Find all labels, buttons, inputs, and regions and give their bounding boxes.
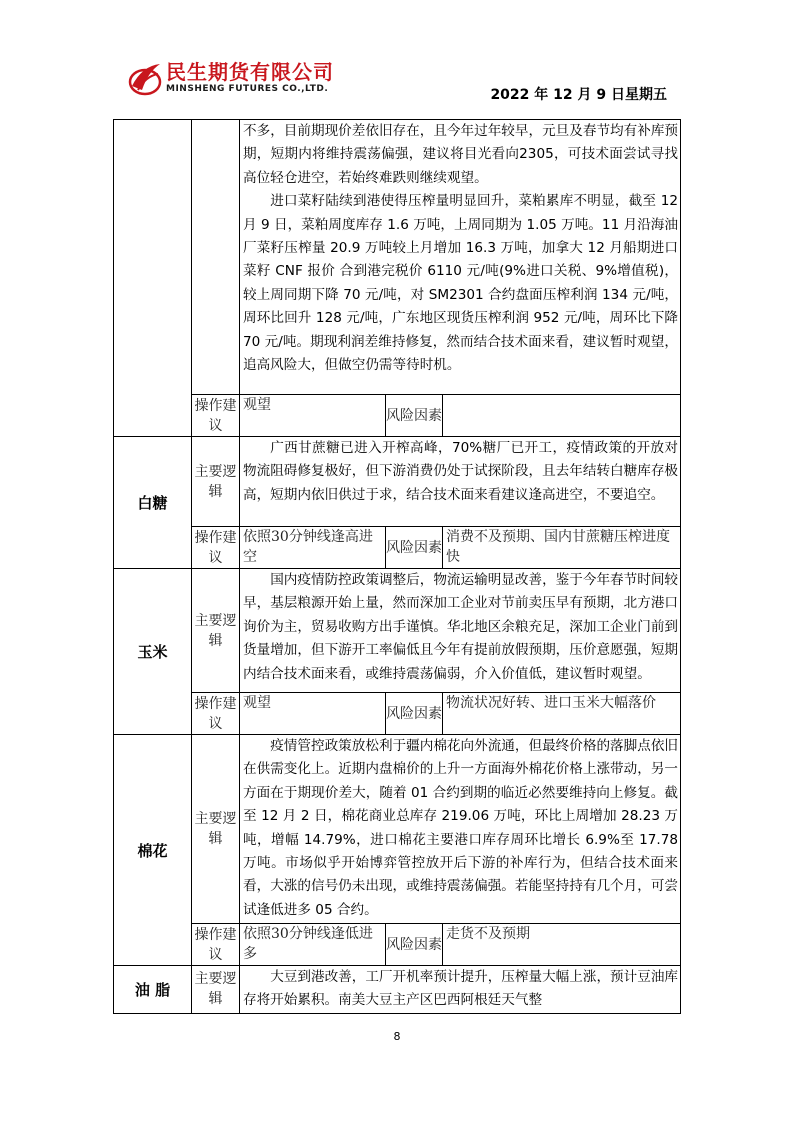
operation-label: 操作建议 (192, 395, 240, 437)
main-logic-label: 主要逻辑 (192, 437, 240, 527)
table-row-cotton (114, 735, 681, 924)
operation-label: 操作建议 (192, 527, 240, 569)
table-row-continuation (114, 120, 681, 395)
main-logic-label: 主要逻辑 (192, 735, 240, 924)
main-logic-text (240, 966, 681, 1014)
risk-label: 风险因素 (386, 527, 443, 569)
table-row-operation (114, 693, 681, 735)
table-row-corn (114, 569, 681, 693)
operation-label: 操作建议 (192, 693, 240, 735)
category-cotton: 棉花 (114, 735, 192, 966)
table-row-operation (114, 395, 681, 437)
table-row-oils (114, 966, 681, 1014)
table-row-operation (114, 527, 681, 569)
risk-value (443, 395, 681, 437)
main-logic-text (240, 735, 681, 924)
company-logo (128, 56, 368, 104)
page-number: 8 (393, 1030, 401, 1043)
logic-paragraph: 不多，目前期现价差依旧存在，且今年过年较早，元旦及春节均有补库预期，短期内将维持震荡偏强，建议将目光看向2305，可技术面尝试寻找高位轻仓进空，若始终难跌则继续观望。 (243, 123, 679, 186)
company-name-en: MINSHENG FUTURES CO.,LTD. (166, 84, 329, 94)
risk-value: 物流状况好转、进口玉米大幅落价 (443, 693, 681, 735)
logic-paragraph: 广西甘蔗糖已进入开榨高峰，70%糖厂已开工，疫情政策的开放对物流阻碍修复极好，但下游消费仍处于试探阶段，且去年结转白糖库存极高，短期内依旧供过于求，结合技术面来看建议逢高进空，不要追空。 (243, 440, 679, 503)
main-logic-label-cell-empty (192, 120, 240, 395)
risk-label: 风险因素 (386, 693, 443, 735)
table-row-sugar (114, 437, 681, 527)
minsheng-logo-icon (128, 56, 162, 100)
operation-value: 依照30分钟线逢高进空 (240, 527, 386, 569)
main-logic-text (240, 120, 681, 395)
category-sugar: 白糖 (114, 437, 192, 569)
risk-value: 消费不及预期、国内甘蔗糖压榨进度快 (443, 527, 681, 569)
report-date: 2022 年 12 月 9 日星期五 (490, 87, 667, 103)
operation-value: 观望 (240, 395, 386, 437)
operation-label: 操作建议 (192, 924, 240, 966)
risk-label: 风险因素 (386, 395, 443, 437)
main-logic-text (240, 569, 681, 693)
category-cell-empty (114, 120, 192, 437)
main-logic-label: 主要逻辑 (192, 966, 240, 1014)
table-row-operation (114, 924, 681, 966)
company-name-cn: 民生期货有限公司 (166, 60, 334, 84)
main-logic-label: 主要逻辑 (192, 569, 240, 693)
logic-paragraph: 疫情管控政策放松利于疆内棉花向外流通，但最终价格的落脚点依旧在供需变化上。近期内盘棉价的上升一方面海外棉花价格上涨带动，另一方面在于期现价差大，随着 01 合约到期的临近必然要维持向上修复。截至 12 月 2 日，棉花商业总库存 219.06 万吨，环比上周增加 28.23 万吨，增幅 14.79%，进口棉花主要港口库存周环比增长 6.9%至 17.78 万吨。市场似乎开始博弈管控放开后下游的补库行为，但结合技术面来看，大涨的信号仍未出现，或维持震荡偏强。若能坚持持有几个月，可尝试逢低进多 05 合约。 (243, 738, 679, 918)
logic-paragraph: 进口菜籽陆续到港使得压榨量明显回升，菜粕累库不明显，截至 12 月 9 日，菜粕周度库存 1.6 万吨，上周同期为 1.05 万吨。11 月沿海油厂菜籽压榨量 20.9 万吨较上月增加 16.3 万吨，加拿大 12 月船期进口菜籽 CNF 报价 合到港完税价 6110 元/吨(9%进口关税、9%增值税)，较上周同期下降 70 元/吨，对 SM2301 合约盘面压榨利润 134 元/吨，周环比回升 128 元/吨，广东地区现货压榨利润 952 元/吨，周环比下降 70 元/吨。期现利润差维持修复，然而结合技术面来看，建议暂时观望，追高风险大，但做空仍需等待时机。 (243, 193, 679, 374)
logic-paragraph: 国内疫情防控政策调整后，物流运输明显改善，鉴于今年春节时间较早，基层粮源开始上量，然而深加工企业对节前卖压早有预期，北方港口询价为主，贸易收购方出手谨慎。华北地区余粮充足，深加工企业门前到货量增加，但下游开工率偏低且今年有提前放假预期，压价意愿强，短期内结合技术面来看，或维持震荡偏弱，介入价值低，建议暂时观望。 (243, 572, 679, 682)
risk-label: 风险因素 (386, 924, 443, 966)
commodity-table (113, 119, 681, 1014)
main-logic-text (240, 437, 681, 527)
operation-value: 观望 (240, 693, 386, 735)
risk-value: 走货不及预期 (443, 924, 681, 966)
category-oils: 油 脂 (114, 966, 192, 1014)
category-corn: 玉米 (114, 569, 192, 735)
logic-paragraph: 大豆到港改善，工厂开机率预计提升，压榨量大幅上涨，预计豆油库存将开始累积。南美大豆主产区巴西阿根廷天气整 (243, 969, 679, 1009)
operation-value: 依照30分钟线逢低进多 (240, 924, 386, 966)
